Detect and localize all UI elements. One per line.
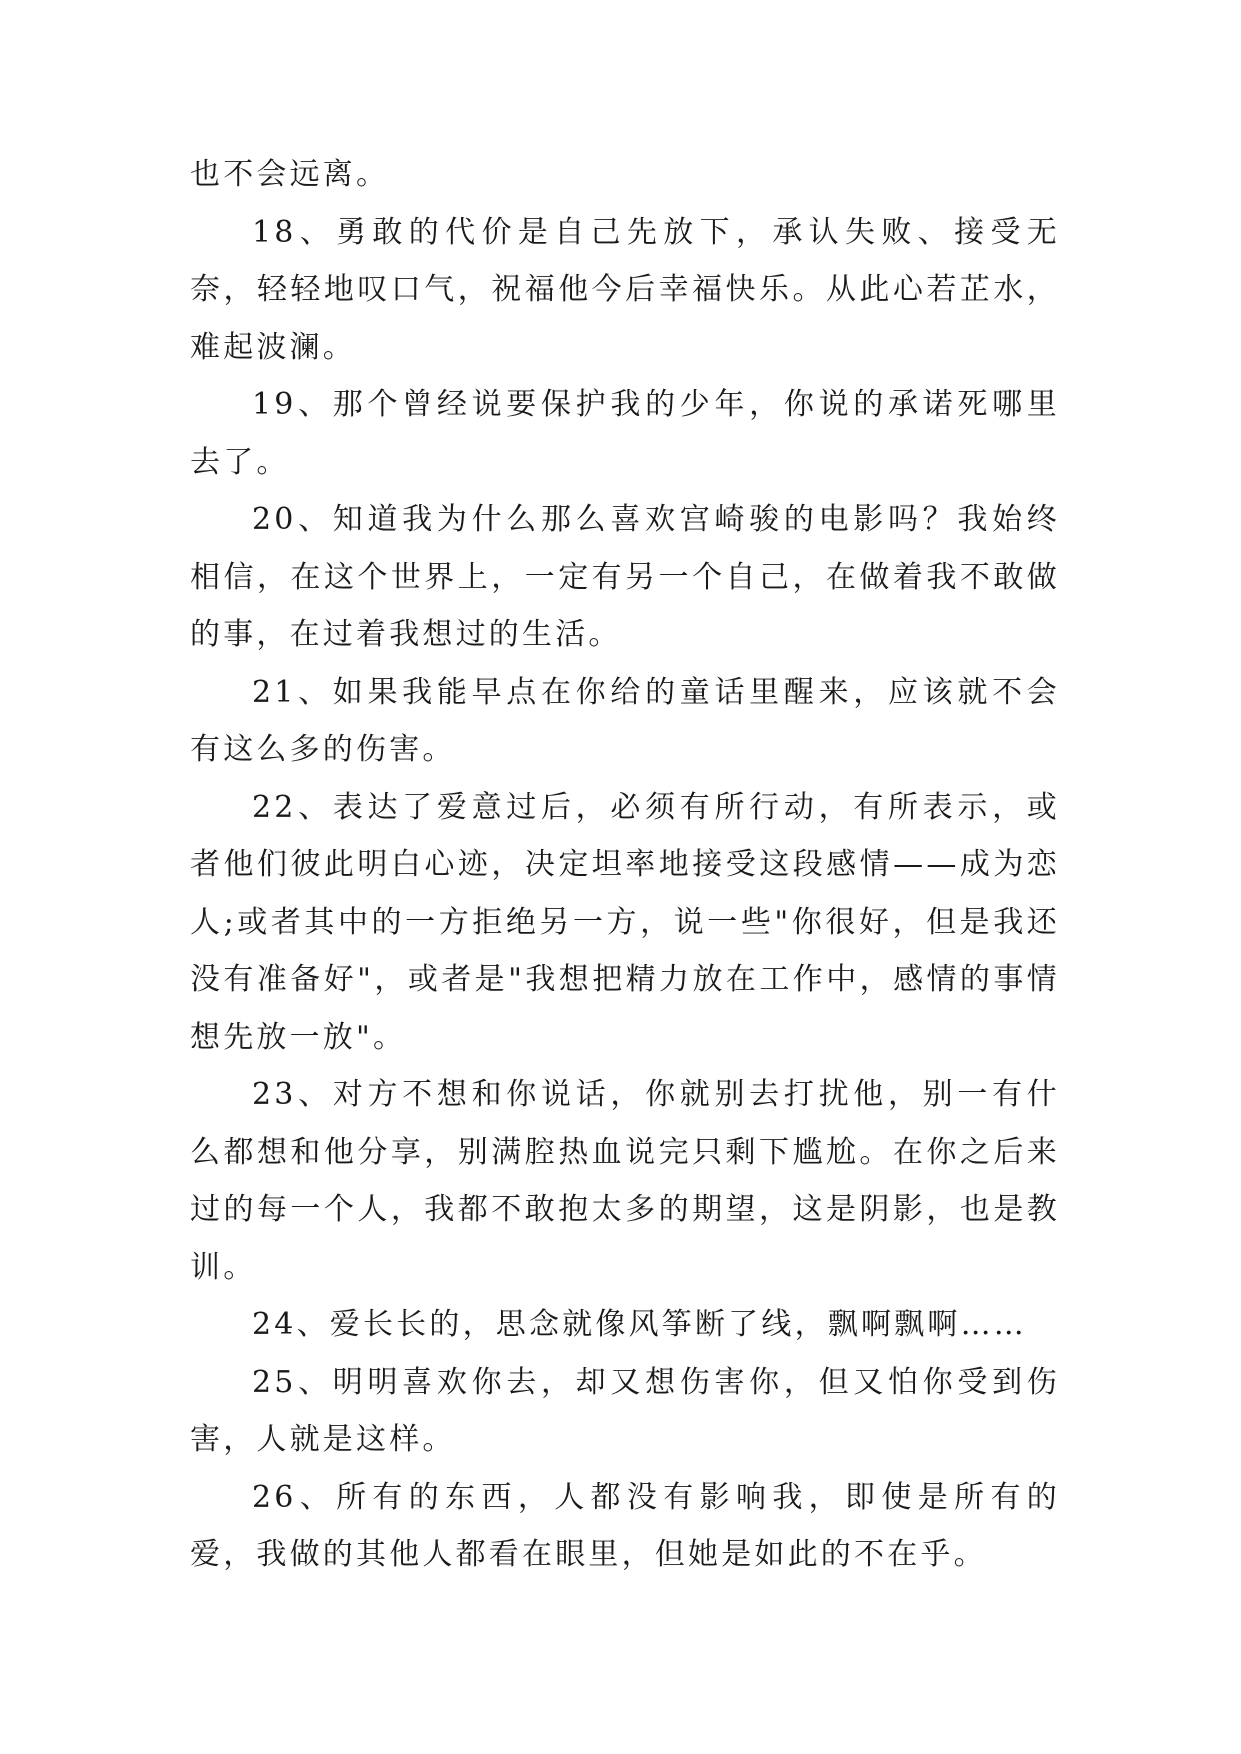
paragraph-20: 20、知道我为什么那么喜欢宫崎骏的电影吗？我始终相信，在这个世界上，一定有另一个自己，在做着我不敢做的事，在过着我想过的生活。 <box>190 502 1060 652</box>
paragraph-26: 26、所有的东西，人都没有影响我，即使是所有的爱，我做的其他人都看在眼里，但她是如此的不在乎。 <box>190 1479 1060 1572</box>
paragraph-18: 18、勇敢的代价是自己先放下，承认失败、接受无奈，轻轻地叹口气，祝福他今后幸福快乐。从此心若芷水，难起波澜。 <box>190 214 1060 365</box>
paragraph-24: 24、爱长长的，思念就像风筝断了线，飘啊飘啊…… <box>252 1307 1027 1342</box>
paragraph-25: 25、明明喜欢你去，却又想伤害你，但又怕你受到伤害，人就是这样。 <box>190 1364 1060 1457</box>
paragraph-23: 23、对方不想和你说话，你就别去打扰他，别一有什么都想和他分享，别满腔热血说完只剩下尴尬。在你之后来过的每一个人，我都不敢抱太多的期望，这是阴影，也是教训。 <box>190 1077 1060 1285</box>
document-page <box>190 146 1060 1584</box>
paragraph-21: 21、如果我能早点在你给的童话里醒来，应该就不会有这么多的伤害。 <box>190 674 1060 767</box>
paragraph-22: 22、表达了爱意过后，必须有所行动，有所表示，或者他们彼此明白心迹，决定坦率地接受这段感情——成为恋人;或者其中的一方拒绝另一方，说一些"你很好，但是我还没有准备好"，或者是"我想把精力放在工作中，感情的事情想先放一放"。 <box>190 789 1060 1055</box>
paragraph-17-continuation: 也不会远离。 <box>190 157 390 192</box>
paragraph-19: 19、那个曾经说要保护我的少年，你说的承诺死哪里去了。 <box>190 387 1060 480</box>
